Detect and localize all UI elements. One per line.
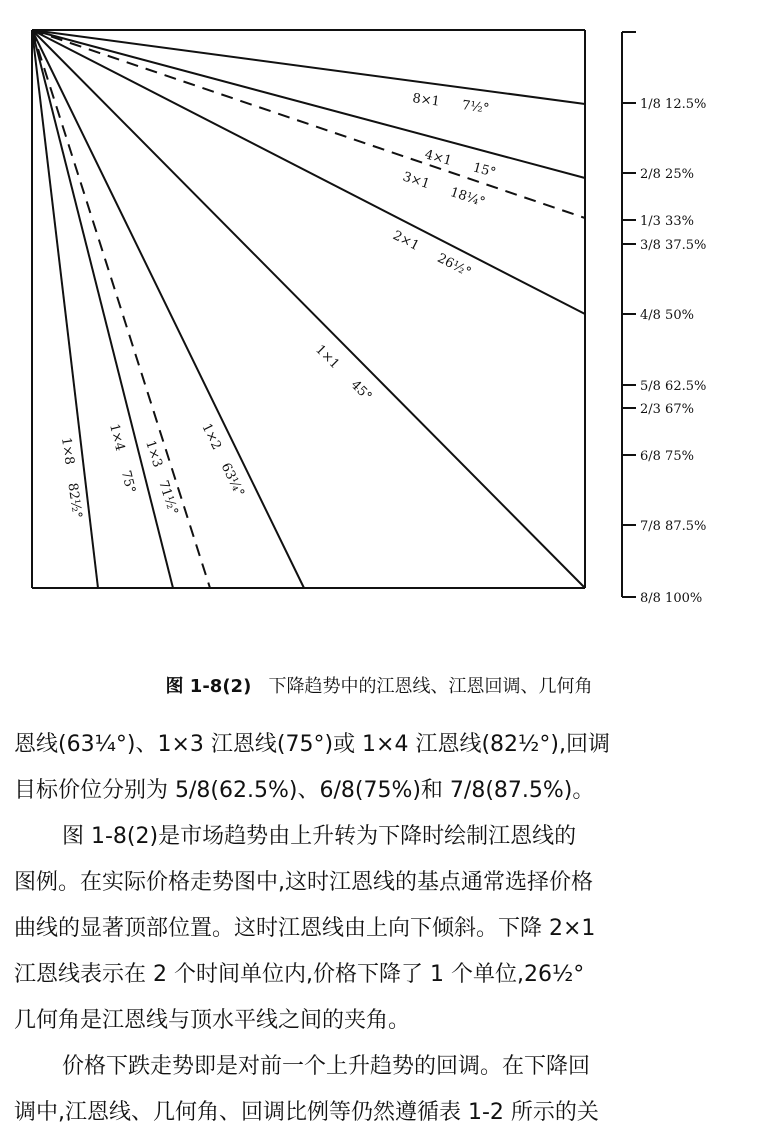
label-1x3-ratio: 1×3 bbox=[142, 438, 165, 470]
label-8x1-angle: 7½° bbox=[460, 98, 491, 117]
label-8x1 bbox=[411, 91, 490, 117]
body-line-4: 图例。在实际价格走势图中,这时江恩线的基点通常选择价格 bbox=[14, 870, 593, 895]
fan-line-1x8 bbox=[32, 30, 98, 588]
body-line-7: 几何角是江恩线与顶水平线之间的夹角。 bbox=[14, 1008, 411, 1033]
scale-label-1-8: 1/8 12.5% bbox=[640, 97, 707, 112]
scale-label-2-3: 2/3 67% bbox=[640, 402, 694, 417]
label-1x1-angle: 45° bbox=[347, 377, 375, 405]
scale-label-4-8: 4/8 50% bbox=[640, 308, 694, 323]
label-8x1-ratio: 8×1 bbox=[411, 91, 441, 110]
scale-label-5-8: 5/8 62.5% bbox=[640, 379, 707, 394]
fan-line-3x1 bbox=[32, 30, 585, 218]
fan-line-1x3 bbox=[32, 30, 210, 588]
body-line-6: 江恩线表示在 2 个时间单位内,价格下降了 1 个单位,26½° bbox=[14, 962, 585, 987]
body-line-1: 恩线(63¼°)、1×3 江恩线(75°)或 1×4 江恩线(82½°),回调 bbox=[14, 732, 610, 757]
label-4x1-angle: 15° bbox=[471, 160, 498, 181]
label-1x8-angle: 82½° bbox=[64, 482, 85, 520]
scale-label-7-8: 7/8 87.5% bbox=[640, 519, 707, 534]
scale-label-1-3: 1/3 33% bbox=[640, 214, 694, 229]
label-1x2-ratio: 1×2 bbox=[198, 421, 224, 453]
label-4x1-ratio: 4×1 bbox=[422, 147, 454, 169]
label-1x2 bbox=[198, 421, 246, 499]
label-1x8-ratio: 1×8 bbox=[58, 436, 77, 466]
label-1x3-angle: 71½° bbox=[155, 478, 181, 518]
body-line-3: 图 1-8(2)是市场趋势由上升转为下降时绘制江恩线的 bbox=[62, 824, 577, 849]
label-1x1-ratio: 1×1 bbox=[312, 342, 343, 373]
label-1x1 bbox=[312, 342, 374, 404]
label-1x4-ratio: 1×4 bbox=[106, 422, 128, 453]
label-3x1 bbox=[401, 170, 487, 211]
figure-caption-text: 下降趋势中的江恩线、江恩回调、几何角 bbox=[268, 676, 593, 697]
label-3x1-ratio: 3×1 bbox=[400, 169, 432, 193]
body-line-8: 价格下跌走势即是对前一个上升趋势的回调。在下降回 bbox=[62, 1054, 591, 1079]
fan-line-8x1 bbox=[32, 30, 585, 104]
label-3x1-angle: 18¼° bbox=[448, 184, 487, 211]
fan-line-2x1 bbox=[32, 30, 585, 314]
body-text bbox=[14, 722, 750, 1136]
label-1x2-angle: 63¼° bbox=[217, 460, 247, 500]
figure-number: 图 1-8(2) bbox=[165, 676, 252, 697]
label-1x8 bbox=[58, 436, 84, 519]
scale-ticks bbox=[622, 32, 636, 597]
label-1x4-angle: 75° bbox=[117, 468, 138, 495]
label-2x1-angle: 26½° bbox=[434, 250, 474, 281]
label-2x1-ratio: 2×1 bbox=[390, 228, 422, 255]
body-line-9: 调中,江恩线、几何角、回调比例等仍然遵循表 1-2 所示的关 bbox=[14, 1100, 599, 1125]
scale-label-2-8: 2/8 25% bbox=[640, 167, 694, 182]
body-line-2: 目标价位分别为 5/8(62.5%)、6/8(75%)和 7/8(87.5%)。 bbox=[14, 778, 595, 803]
scale-label-6-8: 6/8 75% bbox=[640, 449, 694, 464]
scale-label-3-8: 3/8 37.5% bbox=[640, 238, 707, 253]
body-line-5: 曲线的显著顶部位置。这时江恩线由上向下倾斜。下降 2×1 bbox=[14, 916, 596, 941]
figure-caption bbox=[0, 672, 758, 698]
fan-line-1x4 bbox=[32, 30, 173, 588]
scale-label-8-8: 8/8 100% bbox=[640, 591, 703, 606]
fan-line-1x1 bbox=[32, 30, 585, 588]
